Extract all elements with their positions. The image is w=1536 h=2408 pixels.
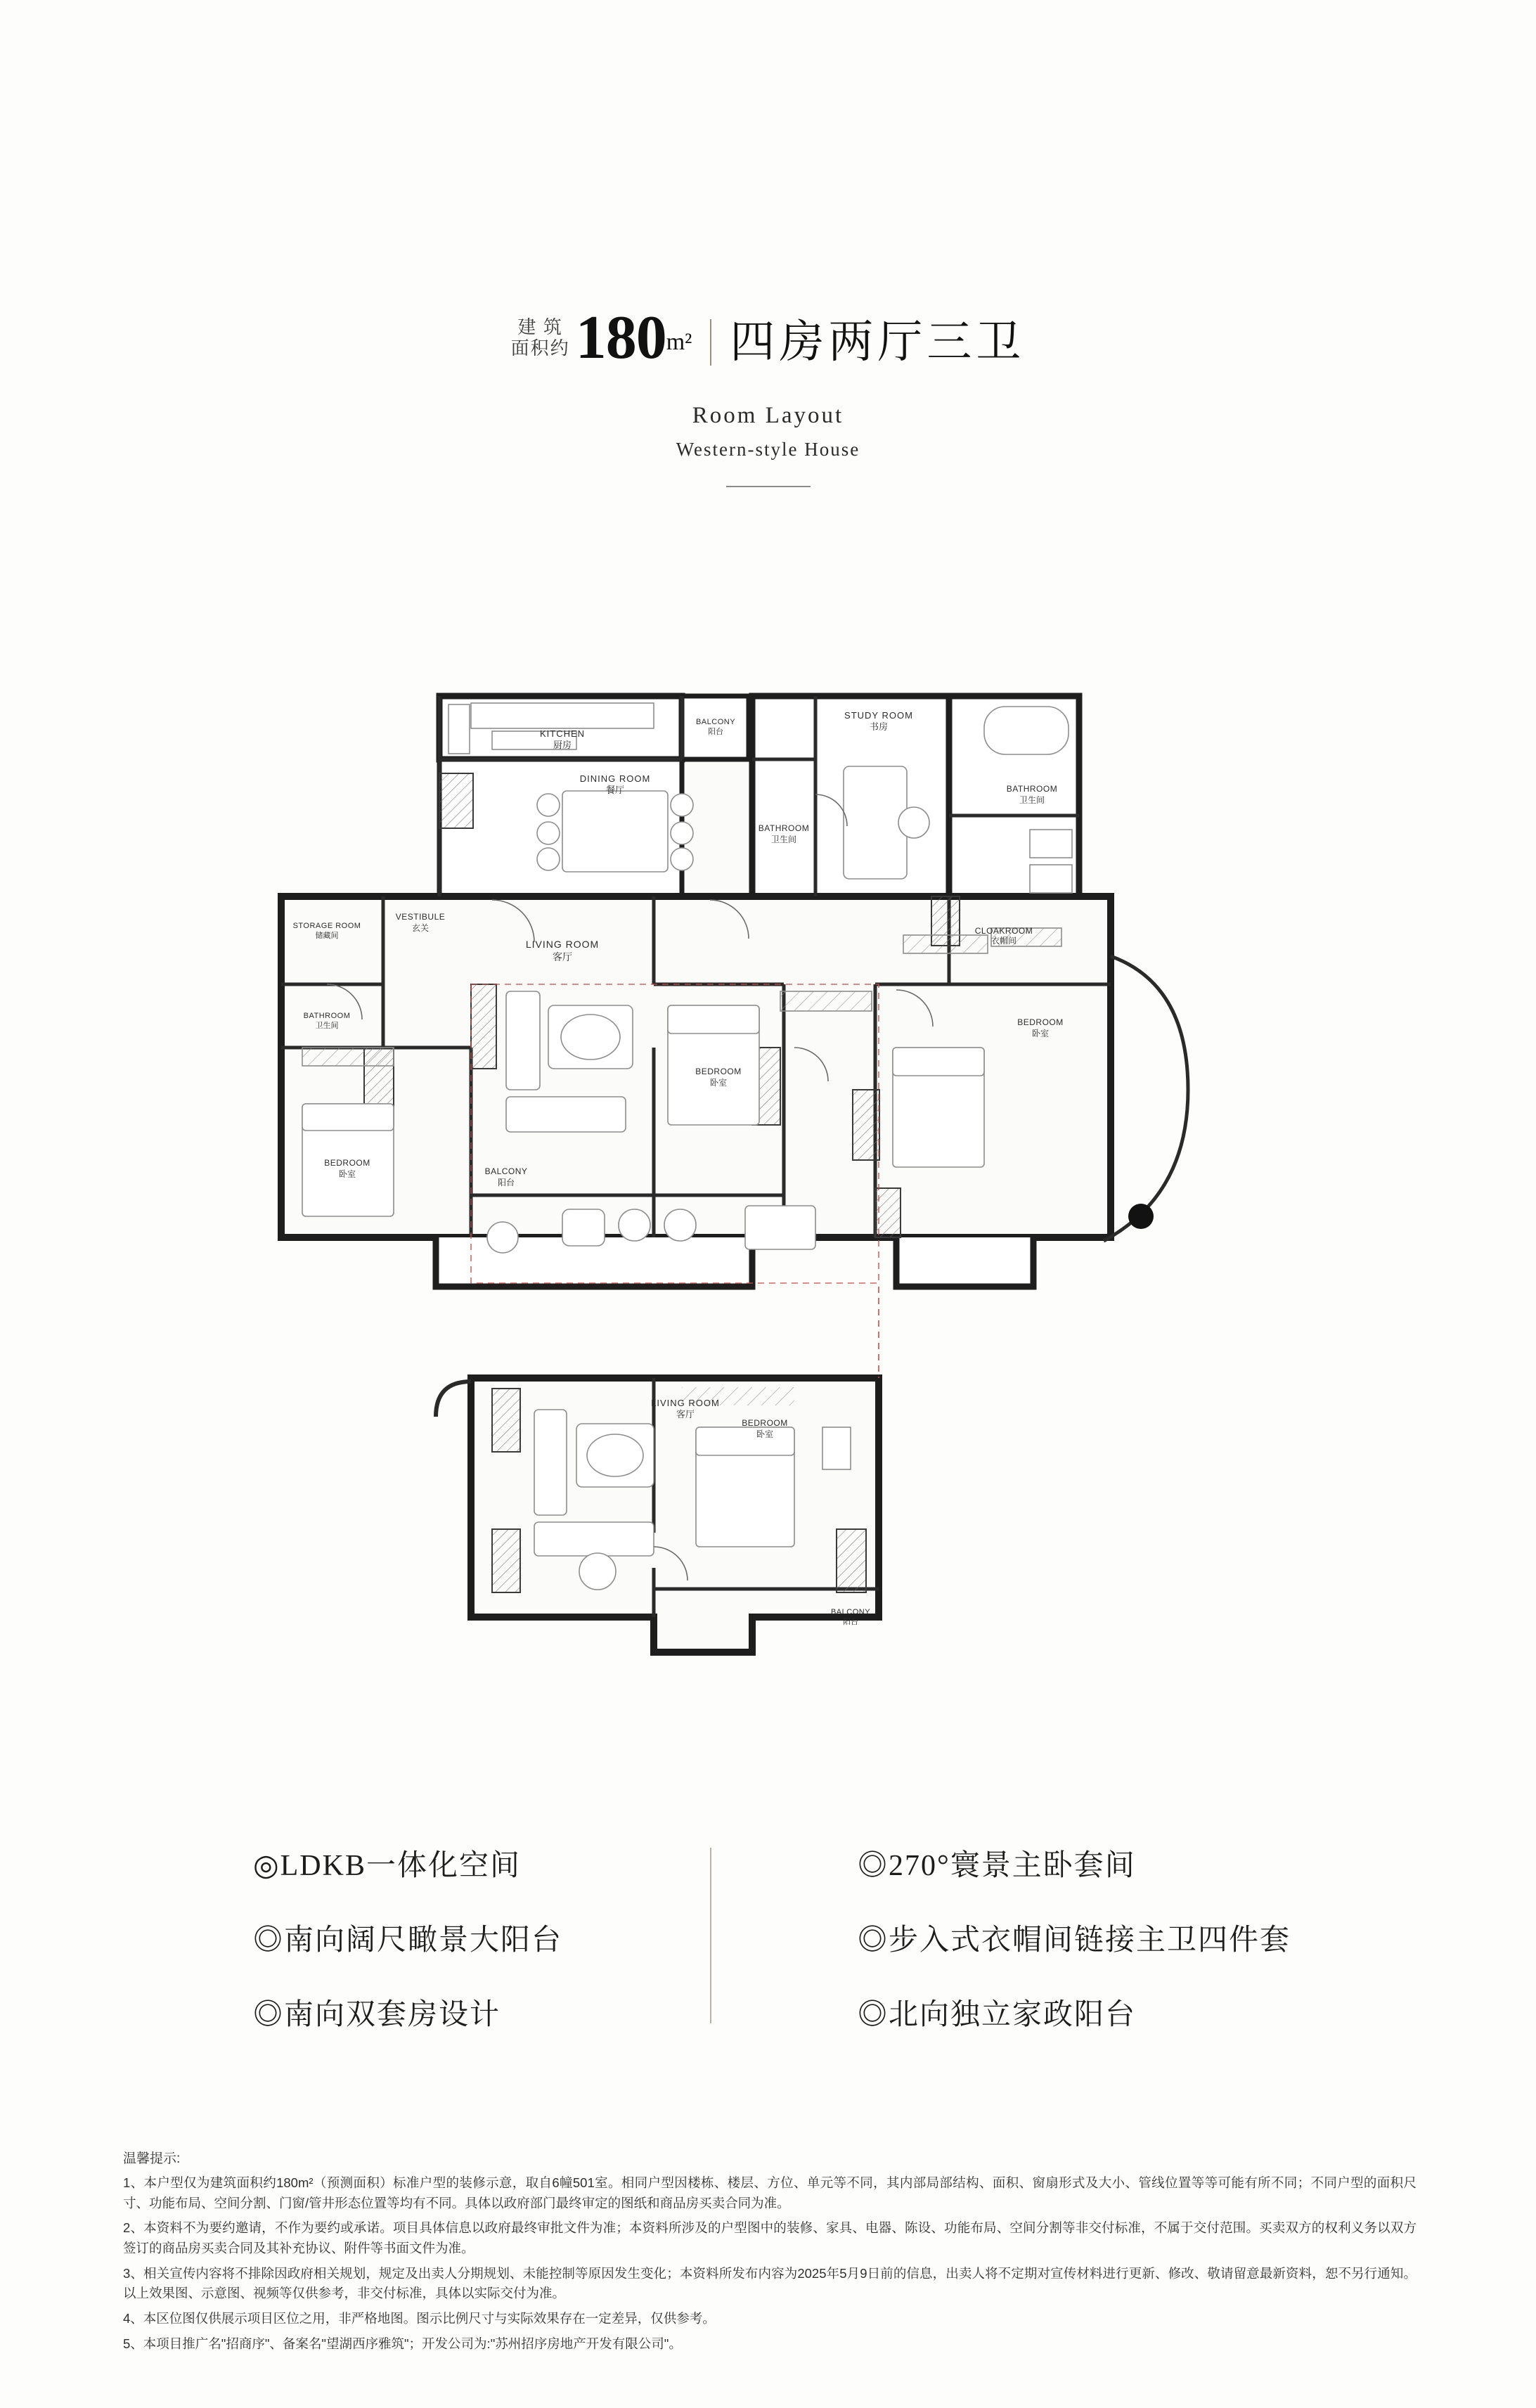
features-right <box>766 1842 1322 2033</box>
floorplan-svg <box>260 654 1279 1730</box>
area-label-line2: 面积约 <box>510 337 570 359</box>
svg-text:LIVING ROOM: LIVING ROOM <box>651 1398 720 1408</box>
svg-text:STUDY ROOM: STUDY ROOM <box>844 710 913 721</box>
footer-disclaimer <box>123 2148 1416 2359</box>
features <box>211 1842 1322 2033</box>
svg-text:卧室: 卧室 <box>338 1169 356 1179</box>
lower-plan <box>436 1287 879 1652</box>
svg-text:BATHROOM: BATHROOM <box>303 1012 351 1020</box>
footer-line: 1、本户型仅为建筑面积约180m²（预测面积）标准户型的装修示意，取自6幢501室。相同户型因楼栋、楼层、方位、单元等不同，其内部局部结构、面积、窗扇形式及大小、管线位置等等可能有所不同；不同户型的面积尺寸、功能布局、空间分割、门窗/管井形态位置等均有不同。具体以政府部门最终审定的图纸和商品房买卖合同为准。 <box>123 2175 1416 2210</box>
footer-line: 3、相关宣传内容将不排除因政府相关规划，规定及出卖人分期规划、未能控制等原因发生变化；本资料所发布内容为2025年5月9日前的信息，出卖人将不定期对宣传材料进行更新、修改、敬请留意最新资料，恕不另行通知。以上效果图、示意图、视频等仅供参考，非交付标准，具体以实际交付为准。 <box>123 2265 1416 2301</box>
area-number: 180 <box>575 304 666 372</box>
svg-text:阳台: 阳台 <box>497 1178 515 1187</box>
header-rule <box>726 486 811 487</box>
svg-text:BALCONY: BALCONY <box>484 1166 528 1176</box>
features-left <box>211 1842 766 2033</box>
feature-item: ◎LDKB一体化空间 <box>253 1850 521 1882</box>
svg-text:KITCHEN: KITCHEN <box>539 728 586 739</box>
english-subtitle: Western-style House <box>676 439 860 460</box>
svg-text:卫生间: 卫生间 <box>770 835 797 844</box>
area-label <box>511 317 570 359</box>
svg-text:CLOAKROOM: CLOAKROOM <box>974 926 1033 936</box>
svg-text:VESTIBULE: VESTIBULE <box>395 912 446 922</box>
svg-text:客厅: 客厅 <box>553 951 572 962</box>
svg-text:卫生间: 卫生间 <box>315 1022 339 1030</box>
svg-text:BEDROOM: BEDROOM <box>324 1158 370 1168</box>
svg-text:BEDROOM: BEDROOM <box>1017 1017 1064 1027</box>
svg-text:BEDROOM: BEDROOM <box>695 1067 742 1076</box>
svg-text:BATHROOM: BATHROOM <box>1006 784 1058 794</box>
svg-text:书房: 书房 <box>869 721 889 732</box>
feature-item: ◎南向双套房设计 <box>253 1999 501 2031</box>
layout-text: 四房两厅三卫 <box>730 316 1026 367</box>
svg-text:DINING ROOM: DINING ROOM <box>579 773 651 784</box>
svg-text:BEDROOM: BEDROOM <box>742 1418 788 1428</box>
svg-text:餐厅: 餐厅 <box>605 785 625 795</box>
footer-title: 温馨提示: <box>123 2151 181 2166</box>
svg-text:卧室: 卧室 <box>709 1078 728 1088</box>
area-label-line1: 建 筑 <box>517 316 563 337</box>
svg-text:卧室: 卧室 <box>756 1429 774 1439</box>
svg-text:衣帽间: 衣帽间 <box>990 936 1017 946</box>
svg-text:客厅: 客厅 <box>676 1409 695 1419</box>
features-divider <box>710 1848 711 2023</box>
svg-text:卧室: 卧室 <box>1031 1029 1050 1038</box>
svg-text:阳台: 阳台 <box>843 1618 858 1626</box>
header <box>0 302 1536 487</box>
svg-text:储藏间: 储藏间 <box>315 932 339 940</box>
english-title: Room Layout <box>692 403 844 428</box>
feature-item: ◎270°寰景主卧套间 <box>858 1850 1136 1882</box>
area-unit: m² <box>666 328 692 355</box>
feature-item: ◎北向独立家政阳台 <box>858 1999 1137 2031</box>
svg-text:BATHROOM: BATHROOM <box>758 823 810 833</box>
page-title <box>0 302 1536 373</box>
upper-plan <box>281 696 1188 1287</box>
footer-line: 4、本区位图仅供展示项目区位之用，非严格地图。图示比例尺寸与实际效果存在一定差异，仅供参考。 <box>123 2311 716 2326</box>
svg-text:LIVING ROOM: LIVING ROOM <box>525 939 600 950</box>
svg-text:BALCONY: BALCONY <box>695 718 736 726</box>
footer-line: 2、本资料不为要约邀请，不作为要约或承诺。项目具体信息以政府最终审批文件为准；本资料所涉及的户型图中的装修、家具、电器、陈设、功能布局、空间分割等非交付标准，不属于交付范围。买卖双方的权利义务以双方签订的商品房买卖合同及其补充协议、附件等书面文件为准。 <box>123 2220 1416 2256</box>
svg-text:厨房: 厨房 <box>553 740 572 750</box>
svg-text:STORAGE ROOM: STORAGE ROOM <box>292 922 361 930</box>
svg-text:卫生间: 卫生间 <box>1019 795 1045 805</box>
svg-text:BALCONY: BALCONY <box>830 1608 871 1616</box>
svg-text:玄关: 玄关 <box>411 923 430 933</box>
feature-item: ◎步入式衣帽间链接主卫四件套 <box>858 1924 1291 1957</box>
svg-text:阳台: 阳台 <box>708 728 723 736</box>
feature-item: ◎南向阔尺瞰景大阳台 <box>253 1924 563 1957</box>
title-divider <box>710 319 711 366</box>
floorplan <box>260 654 1279 1730</box>
footer-line: 5、本项目推广名"招商序"、备案名"望湖西序雅筑"；开发公司为:"苏州招序房地产开发有限公司"。 <box>123 2336 682 2351</box>
